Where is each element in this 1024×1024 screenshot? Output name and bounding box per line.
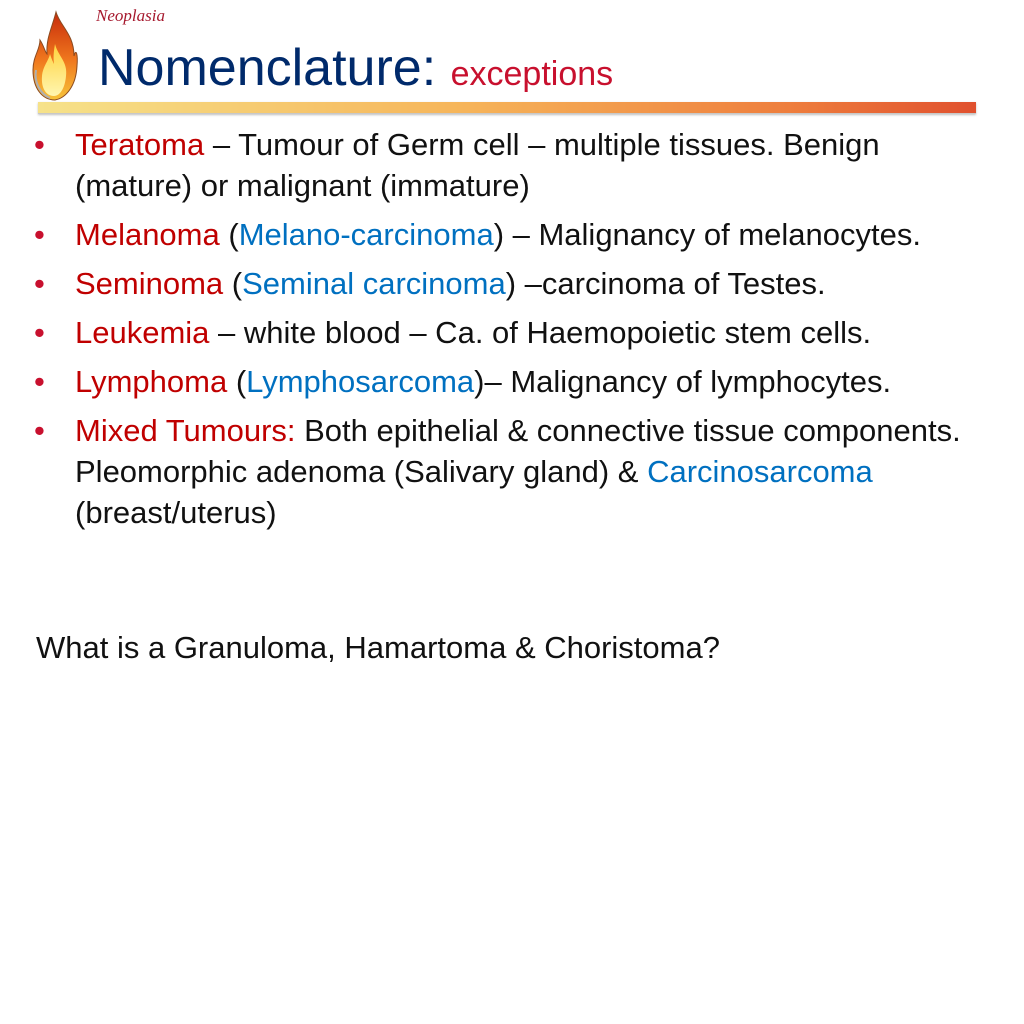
synonym-label: Lymphosarcoma (246, 364, 475, 399)
term-label: Lymphoma (75, 364, 228, 399)
bullet-marker: • (34, 266, 45, 301)
list-item-melanoma (30, 214, 980, 255)
bullet-marker: • (34, 127, 45, 162)
bullet-marker: • (34, 315, 45, 350)
list-item-mixed-tumours (30, 410, 980, 533)
term-description: Both epithelial & connective tissue components. Pleomorphic adenoma (Salivary gland) & (75, 413, 961, 489)
list-item-seminoma (30, 263, 980, 304)
list-item-teratoma (30, 124, 980, 206)
flame-icon (30, 10, 80, 102)
section-label: Neoplasia (96, 6, 165, 25)
page-title (98, 36, 613, 106)
paren-open: ( (223, 266, 243, 301)
bullet-list (30, 124, 980, 541)
title-divider (38, 102, 976, 114)
synonym-label: Seminal carcinoma (242, 266, 506, 301)
bullet-marker: • (34, 217, 45, 252)
term-label: Mixed Tumours: (75, 413, 296, 448)
term-label: Leukemia (75, 315, 210, 350)
synonym-label: Carcinosarcoma (647, 454, 873, 489)
bullet-marker: • (34, 364, 45, 399)
paren-open: ( (227, 364, 247, 399)
term-label: Teratoma (75, 127, 205, 162)
bullet-marker: • (34, 413, 45, 448)
list-item-leukemia (30, 312, 980, 353)
term-description: – white blood – Ca. of Haemopoietic stem cells. (209, 315, 872, 350)
paren-open: ( (219, 217, 239, 252)
synonym-label: Melano-carcinoma (238, 217, 494, 252)
term-label: Seminoma (75, 266, 224, 301)
title-subheading: exceptions (450, 55, 614, 93)
closing-question: What is a Granuloma, Hamartoma & Choristoma? (36, 630, 720, 665)
term-label: Melanoma (75, 217, 220, 252)
term-tail: (breast/uterus) (75, 495, 277, 530)
term-description: ) – Malignancy of melanocytes. (493, 217, 921, 252)
list-item-lymphoma (30, 361, 980, 402)
title-main: Nomenclature: (98, 39, 437, 97)
term-description: – Tumour of Germ cell – multiple tissues. Benign (mature) or malignant (immature) (75, 127, 880, 203)
term-description: )– Malignancy of lymphocytes. (474, 364, 892, 399)
term-description: ) –carcinoma of Testes. (505, 266, 826, 301)
